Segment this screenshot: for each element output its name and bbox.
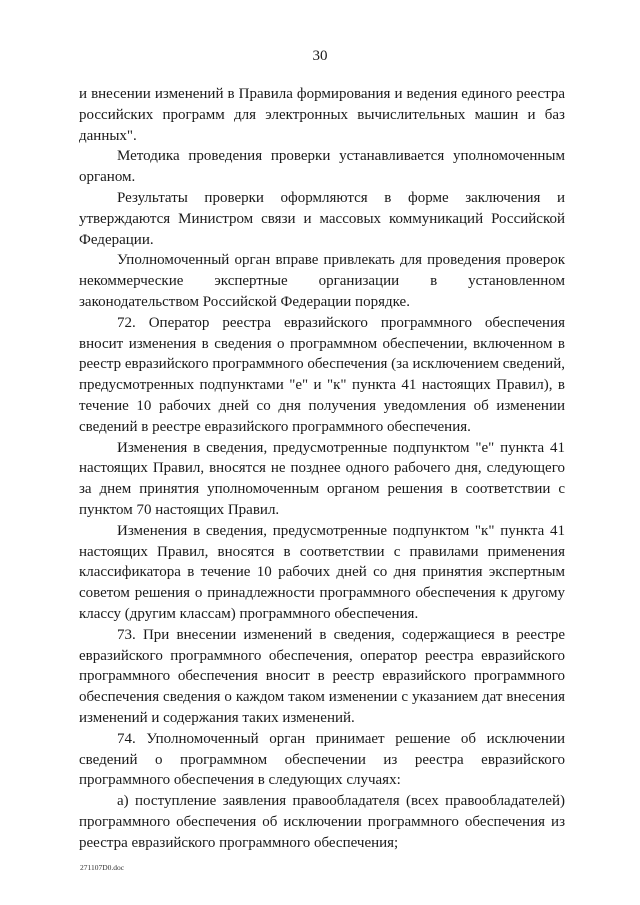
- paragraph-changes-subclause-k: Изменения в сведения, предусмотренные подпунктом "к" пункта 41 настоящих Правил, вносятся в соответствии с правилами применения классификатора в течение 10 рабочих дней со дня принятия экспертным советом решения о принадлежности программного обеспечения к другому классу (другим классам) программного обеспечения.: [79, 522, 565, 622]
- document-body: [79, 84, 565, 853]
- document-file-code: 271107D0.doc: [80, 863, 125, 872]
- paragraph-expert-organizations: Уполномоченный орган вправе привлекать для проведения проверок некоммерческие экспертные организации в установленном законодательством Российской Федерации порядке.: [79, 252, 565, 310]
- page-number: 30: [312, 48, 328, 64]
- paragraph-clause-74: 74. Уполномоченный орган принимает решение об исключении сведений о программном обеспечении из реестра евразийского программного обеспечения в следующих случаях:: [79, 730, 565, 789]
- paragraph-clause-74-item-a: а) поступление заявления правообладателя (всех правообладателей) программного обеспечения об исключении программного обеспечения из реестра евразийского программного обеспечения;: [79, 793, 565, 851]
- paragraph-changes-subclause-e: Изменения в сведения, предусмотренные подпунктом "е" пункта 41 настоящих Правил, вносятся не позднее одного рабочего дня, следующего за днем принятия уполномоченным органом решения в соответствии с пунктом 70 настоящих Правил.: [79, 439, 565, 518]
- paragraph-methodology: Методика проведения проверки устанавливается уполномоченным органом.: [79, 148, 565, 186]
- paragraph-results: Результаты проверки оформляются в форме заключения и утверждаются Министром связи и массовых коммуникаций Российской Федерации.: [79, 189, 565, 248]
- paragraph-clause-72: 72. Оператор реестра евразийского программного обеспечения вносит изменения в сведения о программном обеспечении, включенном в реестр евразийского программного обеспечения (за исключением сведений, предусмотренных подпунктами "е" и "к" пункта 41 настоящих Правил), в течение 10 рабочих дней со дня получения уведомления об изменении сведений в реестре евразийского программного обеспечения.: [79, 314, 565, 435]
- paragraph-continuation: и внесении изменений в Правила формирования и ведения единого реестра российских программ для электронных вычислительных машин и баз данных".: [79, 86, 565, 144]
- paragraph-clause-73: 73. При внесении изменений в сведения, содержащиеся в реестре евразийского программного обеспечения, оператор реестра евразийского программного обеспечения вносит в реестр евразийского программного обеспечения сведения о каждом таком изменении с указанием дат внесения изменений и содержания таких изменений.: [79, 626, 565, 726]
